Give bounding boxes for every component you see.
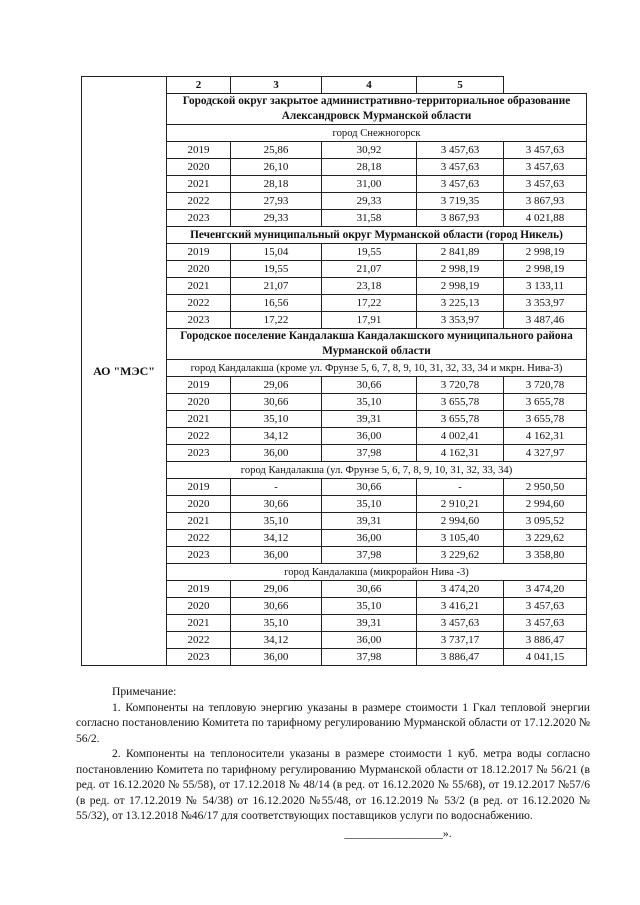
value-cell: 36,00 <box>322 632 417 649</box>
value-cell: 3 720,78 <box>504 377 587 394</box>
value-cell: - <box>417 479 504 496</box>
value-cell: 21,07 <box>231 278 322 295</box>
subsection-title: город Снежногорск <box>167 125 587 142</box>
value-cell: 29,33 <box>231 210 322 227</box>
value-cell: 36,00 <box>231 547 322 564</box>
value-cell: 30,66 <box>231 394 322 411</box>
value-cell: 3 487,46 <box>504 312 587 329</box>
year-cell: 2019 <box>167 142 231 159</box>
value-cell: 3 457,63 <box>504 159 587 176</box>
year-cell: 2021 <box>167 176 231 193</box>
year-cell: 2020 <box>167 598 231 615</box>
year-cell: 2023 <box>167 445 231 462</box>
value-cell: 4 162,31 <box>504 428 587 445</box>
value-cell: 3 457,63 <box>417 142 504 159</box>
value-cell: 2 994,60 <box>504 496 587 513</box>
value-cell: 3 655,78 <box>504 394 587 411</box>
value-cell: 3 457,63 <box>504 598 587 615</box>
value-cell: 28,18 <box>231 176 322 193</box>
year-cell: 2021 <box>167 411 231 428</box>
year-cell: 2019 <box>167 244 231 261</box>
value-cell: 2 998,19 <box>417 261 504 278</box>
value-cell: 35,10 <box>231 411 322 428</box>
organization-cell: АО "МЭС" <box>82 77 167 666</box>
value-cell: 15,04 <box>231 244 322 261</box>
column-header: 4 <box>322 77 417 94</box>
value-cell: 30,66 <box>322 581 417 598</box>
subsection-title: город Кандалакша (кроме ул. Фрунзе 5, 6, 7, 8, 9, 10, 31, 32, 33, 34 и мкрн. Нива-3) <box>167 360 587 377</box>
value-cell: 4 021,88 <box>504 210 587 227</box>
value-cell: 35,10 <box>322 598 417 615</box>
value-cell: 3 720,78 <box>417 377 504 394</box>
value-cell: 31,00 <box>322 176 417 193</box>
value-cell: 39,31 <box>322 615 417 632</box>
value-cell: 30,66 <box>322 377 417 394</box>
tariff-table <box>81 76 587 666</box>
value-cell: 3 229,62 <box>504 530 587 547</box>
section-title: Городское поселение Кандалакша Кандалакшского муниципального района Мурманской области <box>167 329 587 360</box>
subsection-title: город Кандалакша (микрорайон Нива -3) <box>167 564 587 581</box>
value-cell: 36,00 <box>322 428 417 445</box>
value-cell: 30,66 <box>322 479 417 496</box>
value-cell: 2 998,19 <box>417 278 504 295</box>
value-cell: 3 655,78 <box>417 394 504 411</box>
value-cell: 2 998,19 <box>504 244 587 261</box>
value-cell: 3 353,97 <box>417 312 504 329</box>
value-cell: 34,12 <box>231 428 322 445</box>
year-cell: 2021 <box>167 615 231 632</box>
year-cell: 2023 <box>167 547 231 564</box>
value-cell: 37,98 <box>322 547 417 564</box>
value-cell: 3 229,62 <box>417 547 504 564</box>
value-cell: 3 737,17 <box>417 632 504 649</box>
notes-title: Примечание: <box>112 685 177 698</box>
value-cell: 3 655,78 <box>504 411 587 428</box>
value-cell: 3 358,80 <box>504 547 587 564</box>
value-cell: 23,18 <box>322 278 417 295</box>
value-cell: 2 841,89 <box>417 244 504 261</box>
value-cell: 3 095,52 <box>504 513 587 530</box>
value-cell: 19,55 <box>322 244 417 261</box>
column-header: 2 <box>167 77 231 94</box>
notes-block <box>76 684 590 841</box>
value-cell: 3 457,63 <box>417 615 504 632</box>
value-cell: 3 457,63 <box>417 176 504 193</box>
year-cell: 2020 <box>167 261 231 278</box>
value-cell: 3 133,11 <box>504 278 587 295</box>
value-cell: 4 041,15 <box>504 649 587 666</box>
value-cell: 3 457,63 <box>504 142 587 159</box>
year-cell: 2021 <box>167 513 231 530</box>
note-item: 2. Компоненты на теплоносители указаны в размере стоимости 1 куб. метра воды согласно постановлению Комитета по тарифному регулированию Мурманской области от 18.12.2017 № 56/21 (в ред. от 16.12.2020 № 55/58), от 17.12.2018 № 48/14 (в ред. от 16.12.2020 № 55/68), от 19.12.2017 №57/6 (в ред. от 17.12.2019 № 54/38) от 16.12.2020 №55/48, от 16.12.2019 № 53/2 (в ред. от 16.12.2020 № 55/32), от 13.12.2018 №46/17 для соответствующих поставщиков услуги по водоснабжению. <box>76 747 590 822</box>
value-cell: 26,10 <box>231 159 322 176</box>
column-header: 3 <box>231 77 322 94</box>
value-cell: 17,22 <box>231 312 322 329</box>
value-cell: 29,06 <box>231 581 322 598</box>
value-cell: 3 655,78 <box>417 411 504 428</box>
value-cell: 3 353,97 <box>504 295 587 312</box>
value-cell: 29,06 <box>231 377 322 394</box>
value-cell: 30,66 <box>231 496 322 513</box>
value-cell: 36,00 <box>231 445 322 462</box>
value-cell: 31,58 <box>322 210 417 227</box>
year-cell: 2022 <box>167 632 231 649</box>
value-cell: 3 457,63 <box>504 615 587 632</box>
header-row <box>82 77 587 94</box>
value-cell: 16,56 <box>231 295 322 312</box>
value-cell: 28,18 <box>322 159 417 176</box>
year-cell: 2023 <box>167 649 231 666</box>
value-cell: 3 886,47 <box>504 632 587 649</box>
value-cell: 35,10 <box>322 496 417 513</box>
value-cell: 36,00 <box>231 649 322 666</box>
value-cell: 39,31 <box>322 513 417 530</box>
value-cell: 29,33 <box>322 193 417 210</box>
value-cell: 2 994,60 <box>417 513 504 530</box>
year-cell: 2019 <box>167 377 231 394</box>
value-cell: 3 867,93 <box>504 193 587 210</box>
year-cell: 2019 <box>167 581 231 598</box>
value-cell: - <box>231 479 322 496</box>
value-cell: 3 474,20 <box>504 581 587 598</box>
value-cell: 37,98 <box>322 649 417 666</box>
value-cell: 34,12 <box>231 530 322 547</box>
value-cell: 39,31 <box>322 411 417 428</box>
section-title: Городской округ закрытое административно-территориальное образование Александровск Мурманской области <box>167 94 587 125</box>
value-cell: 2 950,50 <box>504 479 587 496</box>
value-cell: 3 105,40 <box>417 530 504 547</box>
note-item: 1. Компоненты на тепловую энергию указаны в размере стоимости 1 Гкал тепловой энергии согласно постановлению Комитета по тарифному регулированию Мурманской области от 17.12.2020 № 56/2. <box>76 700 590 745</box>
value-cell: 35,10 <box>231 615 322 632</box>
value-cell: 35,10 <box>322 394 417 411</box>
value-cell: 17,22 <box>322 295 417 312</box>
year-cell: 2022 <box>167 530 231 547</box>
closing-line: _________________». <box>344 826 452 840</box>
value-cell: 34,12 <box>231 632 322 649</box>
value-cell: 17,91 <box>322 312 417 329</box>
value-cell: 3 886,47 <box>417 649 504 666</box>
section-title: Печенгский муниципальный округ Мурманской области (город Никель) <box>167 227 587 244</box>
value-cell: 30,66 <box>231 598 322 615</box>
year-cell: 2022 <box>167 193 231 210</box>
value-cell: 35,10 <box>231 513 322 530</box>
value-cell: 3 225,13 <box>417 295 504 312</box>
value-cell: 3 457,63 <box>417 159 504 176</box>
year-cell: 2023 <box>167 210 231 227</box>
value-cell: 3 416,21 <box>417 598 504 615</box>
value-cell: 4 327,97 <box>504 445 587 462</box>
value-cell: 27,93 <box>231 193 322 210</box>
year-cell: 2020 <box>167 394 231 411</box>
column-header: 5 <box>417 77 504 94</box>
year-cell: 2023 <box>167 312 231 329</box>
value-cell: 3 867,93 <box>417 210 504 227</box>
year-cell: 2021 <box>167 278 231 295</box>
year-cell: 2020 <box>167 496 231 513</box>
value-cell: 3 719,35 <box>417 193 504 210</box>
value-cell: 37,98 <box>322 445 417 462</box>
value-cell: 4 162,31 <box>417 445 504 462</box>
year-cell: 2022 <box>167 295 231 312</box>
year-cell: 2020 <box>167 159 231 176</box>
value-cell: 4 002,41 <box>417 428 504 445</box>
year-cell: 2022 <box>167 428 231 445</box>
value-cell: 19,55 <box>231 261 322 278</box>
value-cell: 21,07 <box>322 261 417 278</box>
value-cell: 3 457,63 <box>504 176 587 193</box>
value-cell: 2 910,21 <box>417 496 504 513</box>
value-cell: 25,86 <box>231 142 322 159</box>
year-cell: 2019 <box>167 479 231 496</box>
value-cell: 36,00 <box>322 530 417 547</box>
value-cell: 3 474,20 <box>417 581 504 598</box>
value-cell: 2 998,19 <box>504 261 587 278</box>
subsection-title: город Кандалакша (ул. Фрунзе 5, 6, 7, 8, 9, 10, 31, 32, 33, 34) <box>167 462 587 479</box>
value-cell: 30,92 <box>322 142 417 159</box>
